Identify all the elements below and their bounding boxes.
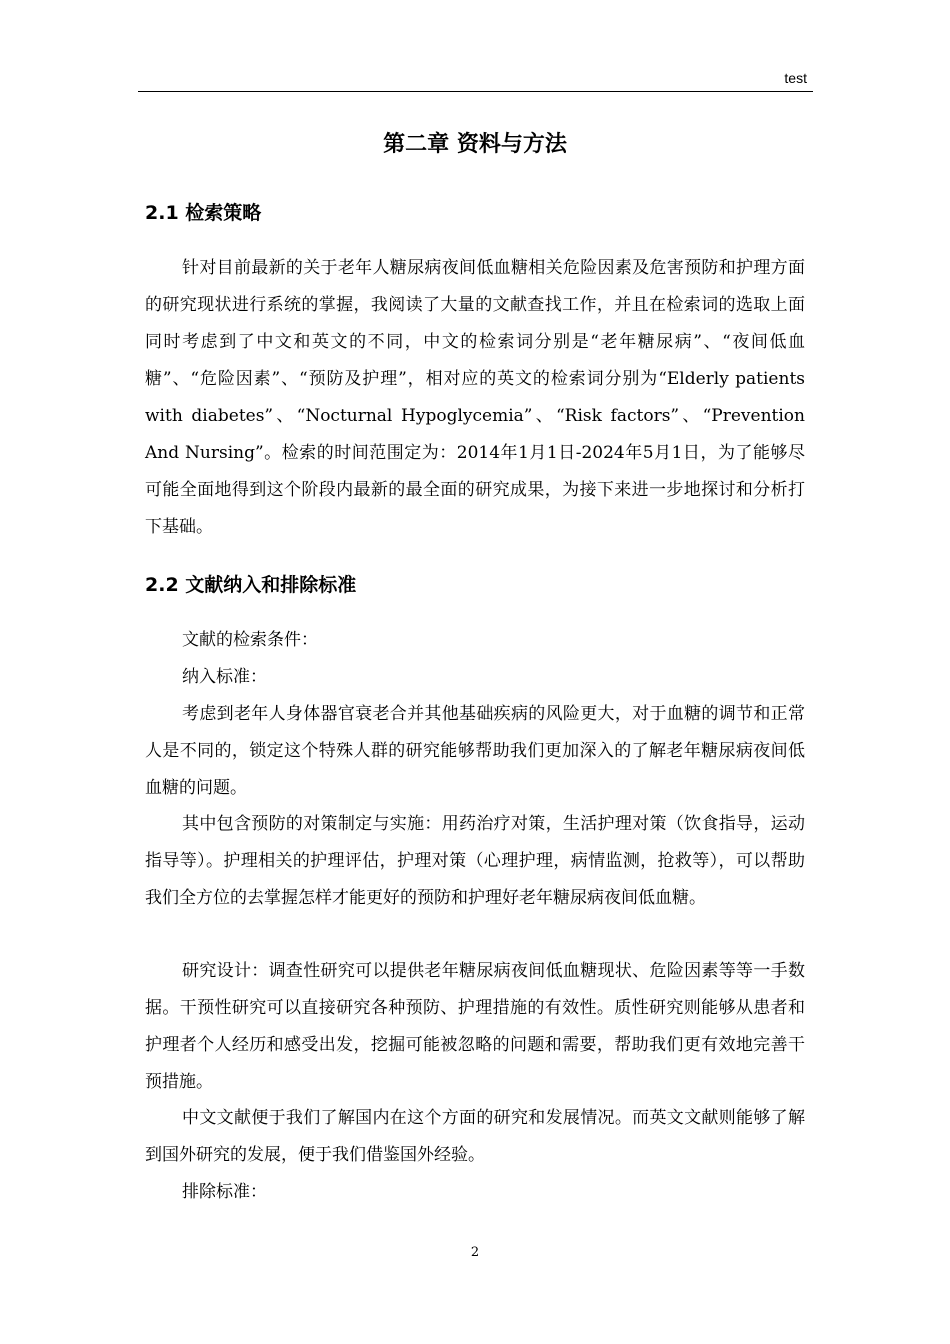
header-divider [138,91,813,92]
page-number: 2 [470,1245,480,1260]
paragraph-elderly-population: 考虑到老年人身体器官衰老合并其他基础疾病的风险更大，对于血糖的调节和正常人是不同的，锁定这个特殊人群的研究能够帮助我们更加深入的了解老年糖尿病夜间低血糖的问题。 [145,704,805,798]
paragraph-exclusion-label: 排除标准： [182,1182,267,1202]
section-heading-2-1: 2.1 检索策略 [145,202,262,224]
chapter-title: 第二章 资料与方法 [383,132,567,157]
paragraph-inclusion-label: 纳入标准： [182,667,267,687]
paragraph-search-conditions: 文献的检索条件： [182,630,318,650]
paragraph-search-strategy: 针对目前最新的关于老年人糖尿病夜间低血糖相关危险因素及危害预防和护理方面的研究现状进行系统的掌握，我阅读了大量的文献查找工作，并且在检索词的选取上面同时考虑到了中文和英文的不同，中文的检索词分别是“老年糖尿病”、“夜间低血糖”、“危险因素”、“预防及护理”，相对应的英文的检索词分别为“Elderly patients with diabetes”、“Nocturnal Hypoglycemia”、“Risk factors”、“Prevention And Nursing”。检索的时间范围定为：2014年1月1日-2024年5月1日，为了能够尽可能全面地得到这个阶段内最新的最全面的研究成果，为接下来进一步地探讨和分析打下基础。 [145,258,805,537]
section-heading-2-2: 2.2 文献纳入和排除标准 [145,574,357,596]
paragraph-literature-language: 中文文献便于我们了解国内在这个方面的研究和发展情况。而英文文献则能够了解到国外研究的发展，便于我们借鉴国外经验。 [145,1108,805,1165]
page-header-text: test [784,70,807,86]
paragraph-prevention-measures: 其中包含预防的对策制定与实施：用药治疗对策，生活护理对策（饮食指导，运动指导等）。护理相关的护理评估，护理对策（心理护理，病情监测，抢救等），可以帮助我们全方位的去掌握怎样才能更好的预防和护理好老年糖尿病夜间低血糖。 [145,814,805,908]
paragraph-study-design: 研究设计：调查性研究可以提供老年糖尿病夜间低血糖现状、危险因素等等一手数据。干预性研究可以直接研究各种预防、护理措施的有效性。质性研究则能够从患者和护理者个人经历和感受出发，挖掘可能被忽略的问题和需要，帮助我们更有效地完善干预措施。 [145,961,805,1092]
